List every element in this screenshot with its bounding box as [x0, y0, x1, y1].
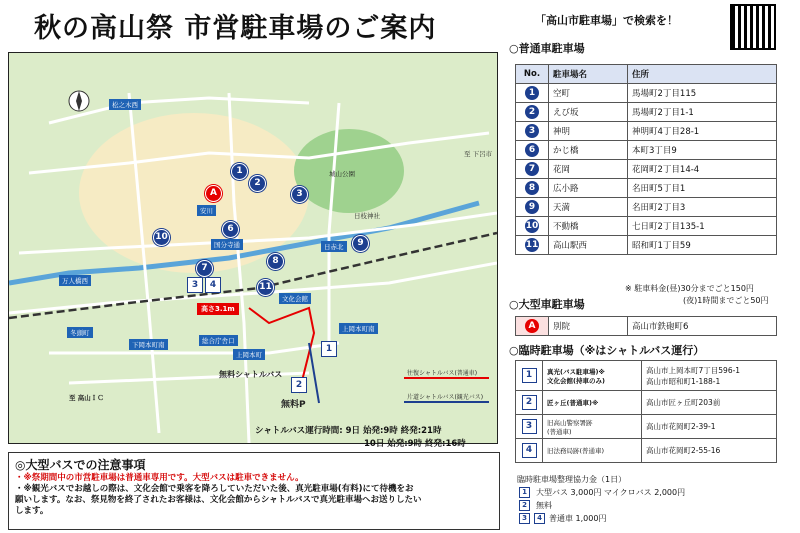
label-bunka: 文化会館 — [279, 293, 311, 304]
table-row: 6 かじ橋 本町3丁目9 — [516, 141, 777, 160]
legend-oneway: 片道シャトルバス(観光バス) — [407, 394, 484, 401]
map-roads — [9, 53, 497, 443]
label-free-parking: 無料P — [281, 400, 306, 410]
table-row: 11 高山駅西 昭和町1丁目59 — [516, 236, 777, 255]
fee-line-1: ※ 駐車料金(昼)30分までごと150円 — [625, 284, 754, 293]
label-takayama-ic: 至 高山ＩＣ — [69, 394, 104, 402]
table-row: 8 広小路 名田町5丁目1 — [516, 179, 777, 198]
header-name: 駐車場名 — [549, 65, 628, 84]
notice-line-1: ・※祭期間中の市営駐車場は普通車専用です。大型バスは駐車できません。 — [15, 473, 304, 483]
map-pin-10[interactable]: 10 — [153, 229, 170, 246]
table-row: 7 花岡 花岡町2丁目14-4 — [516, 160, 777, 179]
map-pin-A[interactable]: A — [205, 185, 222, 202]
label-kamioka: 上岡本町 — [233, 349, 265, 360]
table-row: 10 不動橋 七日町2丁目135-1 — [516, 217, 777, 236]
parking-info-panel — [505, 0, 795, 533]
map-pin-1[interactable]: 1 — [231, 163, 248, 180]
map-pin-3[interactable]: 3 — [291, 186, 308, 203]
large-bus-notice — [8, 452, 500, 530]
table-row: A 別院 高山市鉄砲町6 — [516, 317, 777, 336]
fee-row-1: 1 大型バス 3,000円 マイクロバス 2,000円 — [519, 487, 685, 498]
map-temp-pin-2[interactable]: 2 — [291, 377, 307, 393]
label-kokubunji: 国分寺通 — [211, 239, 243, 250]
table-row: 1 真光(バス駐車場)※ 文化会館(持車のみ) 高山市上岡本町7丁目596-1 高山市昭和町1-188-1 — [516, 361, 777, 391]
notice-line-3: 願いします。なお、祭見物を終了されたお客様は、文化会館からシャトルバスで真光駐車場へお送りしたい — [15, 495, 422, 505]
label-matsunoki: 松之木西 — [109, 99, 141, 110]
label-hiejinja: 日枝神社 — [354, 212, 380, 220]
shuttle-time-2: 10日 始発:9時 終発:16時 — [364, 439, 466, 449]
shuttle-time-1: シャトルバス運行時間: 9日 始発:9時 終発:21時 — [255, 426, 442, 436]
label-yasukawa: 安川 — [197, 205, 216, 216]
notice-line-2: ・※観光バスでお越しの際は、文化会館で乗客を降ろしていただいた後、真光駐車場(有料)にて待機をお — [15, 484, 414, 494]
regular-heading: ○普通車駐車場 — [509, 42, 585, 55]
temp-parking-table — [515, 360, 777, 463]
city-map — [8, 52, 498, 444]
height-limit-badge: 高さ3.1m — [197, 303, 239, 315]
map-temp-pin-4[interactable]: 4 — [205, 277, 221, 293]
table-row: 1 空町 馬場町2丁目115 — [516, 84, 777, 103]
table-row: 3 旧高山警察署跡 (普通車) 高山市花岡町2-39-1 — [516, 415, 777, 439]
label-shimooka: 下岡本町南 — [129, 339, 168, 350]
qr-code-icon[interactable] — [730, 4, 776, 50]
table-row: 9 天満 名田町2丁目3 — [516, 198, 777, 217]
table-header — [516, 65, 777, 84]
temp-heading: ○臨時駐車場（※はシャトルバス運行） — [509, 344, 705, 357]
label-shiroyama: 城山公園 — [329, 170, 355, 178]
map-pin-6[interactable]: 6 — [222, 221, 239, 238]
notice-line-4: します。 — [15, 506, 49, 516]
fee-heading: 臨時駐車場整理協力金（1日） — [517, 475, 627, 484]
header-no: No. — [516, 65, 549, 84]
map-pin-9[interactable]: 9 — [352, 235, 369, 252]
label-kamiokanan: 上岡本町南 — [339, 323, 378, 334]
label-hiyoshi: 日赤北 — [321, 241, 347, 252]
fee-line-2: (夜)1時間までごと50円 — [683, 296, 769, 305]
map-temp-pin-1[interactable]: 1 — [321, 341, 337, 357]
large-parking-table — [515, 316, 777, 336]
label-kuzuhara: 冬頭町 — [67, 327, 93, 338]
label-manjin: 万人橋西 — [59, 275, 91, 286]
table-row: 4 旧法務局跡(普通車) 高山市花岡町2-55-16 — [516, 439, 777, 463]
map-temp-pin-3[interactable]: 3 — [187, 277, 203, 293]
fee-row-3: 3 4 普通車 1,000円 — [519, 513, 606, 524]
table-row: 2 匠ヶ丘(普通車)※ 高山市匠ヶ丘町203前 — [516, 391, 777, 415]
label-sogo: 総合庁舎口 — [199, 335, 238, 346]
label-free-shuttle: 無料シャトルバス — [219, 370, 283, 379]
table-row: 2 えび坂 馬場町2丁目1-1 — [516, 103, 777, 122]
map-pin-7[interactable]: 7 — [196, 260, 213, 277]
search-hint: 「高山市駐車場」で検索を！ — [535, 14, 678, 27]
map-pin-2[interactable]: 2 — [249, 175, 266, 192]
header-addr: 住所 — [628, 65, 777, 84]
page-title: 秋の高山祭 市営駐車場のご案内 — [34, 13, 437, 44]
notice-title: ◎大型バスでの注意事項 — [15, 458, 146, 472]
label-gero: 至 下呂市 — [464, 150, 493, 158]
map-pin-11[interactable]: 11 — [257, 279, 274, 296]
legend-roundtrip: 往復シャトルバス(普通車) — [407, 370, 478, 377]
large-heading: ○大型車駐車場 — [509, 298, 585, 311]
fee-row-2: 2 無料 — [519, 500, 552, 511]
regular-parking-table — [515, 64, 777, 255]
map-pin-8[interactable]: 8 — [267, 253, 284, 270]
table-row: 3 神明 神明町4丁目28-1 — [516, 122, 777, 141]
